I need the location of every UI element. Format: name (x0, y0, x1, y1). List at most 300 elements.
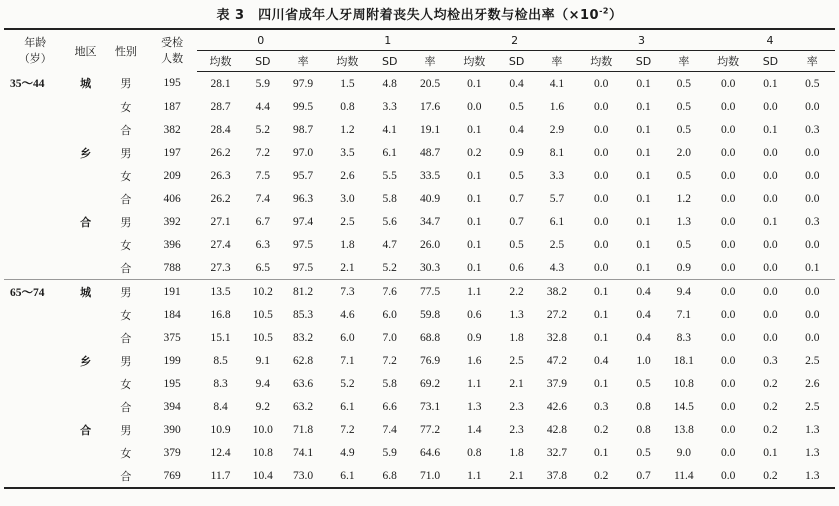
cell-value: 2.5 (509, 354, 524, 367)
cell-value: 11.4 (663, 464, 705, 488)
cell-value: 7.3 (324, 280, 370, 304)
cell-value: 97.4 (293, 215, 314, 228)
cell-value: 0.5 (676, 169, 691, 182)
cell-value: 0.3 (805, 215, 820, 228)
cell-value: 0.4 (636, 308, 651, 321)
cell-value: 0.0 (763, 169, 778, 182)
caption-exponent: -2 (599, 6, 609, 16)
cell-examined: 396 (163, 238, 181, 251)
cell-value: 0.1 (805, 261, 820, 274)
cell-value: 0.1 (467, 215, 482, 228)
header-age-line1: 年龄 (24, 35, 47, 49)
cell-value: 12.4 (210, 446, 231, 459)
cell-value: 0.9 (509, 146, 524, 159)
cell-value: 1.8 (340, 238, 355, 251)
cell-value: 0.8 (340, 100, 355, 113)
table-row (4, 441, 835, 464)
cell-value: 2.2 (497, 280, 535, 304)
cell-region (66, 256, 104, 280)
cell-value: 1.8 (509, 331, 524, 344)
cell-value: 0.0 (720, 308, 736, 321)
cell-value: 0.0 (594, 192, 609, 205)
header-examined-line1: 受检 (161, 35, 184, 49)
cell-value: 74.1 (293, 446, 314, 459)
cell-value: 8.1 (549, 146, 565, 159)
cell-value: 59.8 (419, 308, 441, 321)
cell-sex: 女 (120, 308, 132, 322)
cell-value: 0.2 (763, 377, 778, 390)
cell-value: 0.1 (467, 123, 482, 136)
cell-value: 2.1 (340, 261, 355, 274)
cell-value: 0.2 (578, 464, 624, 488)
cell-value: 69.2 (419, 377, 441, 390)
table-row (4, 418, 835, 441)
cell-value: 0.0 (763, 146, 778, 159)
cell-region (66, 233, 104, 256)
cell-value: 0.0 (720, 169, 736, 182)
cell-age (4, 395, 66, 418)
cell-value: 0.1 (594, 331, 609, 344)
cell-value: 0.7 (509, 192, 524, 205)
cell-value: 76.9 (419, 354, 441, 367)
header-rate-0: 率 (282, 51, 324, 72)
cell-value: 27.3 (210, 261, 231, 274)
header-rate-3: 率 (663, 51, 705, 72)
cell-sex: 女 (120, 446, 132, 460)
cell-value: 19.1 (419, 123, 441, 136)
cell-value: 0.0 (763, 192, 778, 205)
header-group-3: 3 (578, 29, 705, 51)
cell-value: 0.0 (805, 146, 820, 159)
cell-value: 0.0 (805, 100, 820, 113)
cell-value: 0.1 (594, 377, 609, 390)
cell-examined: 197 (163, 146, 181, 159)
cell-value: 0.8 (467, 446, 482, 459)
header-examined-line2: 人数 (161, 51, 184, 65)
header-mean-3: 均数 (578, 51, 624, 72)
caption-prefix: 表 3 四川省成年人牙周附着丧失人均检出牙数与检出率（×10 (216, 8, 600, 23)
cell-value: 0.6 (467, 308, 482, 321)
cell-value: 0.5 (636, 377, 651, 390)
cell-value: 26.3 (210, 169, 231, 182)
cell-region (66, 118, 104, 141)
cell-value: 32.7 (546, 446, 567, 459)
cell-value: 5.8 (382, 192, 397, 205)
cell-region: 乡 (80, 146, 92, 160)
cell-region (66, 326, 104, 349)
cell-value: 4.3 (549, 261, 565, 274)
cell-age (4, 464, 66, 488)
header-mean-4: 均数 (705, 51, 751, 72)
cell-value: 0.1 (763, 446, 778, 459)
cell-value: 0.1 (636, 169, 651, 182)
cell-value: 3.3 (382, 100, 397, 113)
cell-value: 0.1 (763, 215, 778, 228)
cell-value: 1.5 (340, 77, 355, 90)
cell-value: 0.6 (509, 261, 524, 274)
cell-value: 7.1 (676, 308, 691, 321)
cell-value: 1.6 (467, 354, 482, 367)
cell-age (4, 349, 66, 372)
cell-value: 0.0 (763, 331, 778, 344)
cell-value: 71.8 (293, 423, 314, 436)
cell-value: 8.3 (213, 377, 228, 390)
cell-value: 2.0 (676, 146, 691, 159)
table-row (4, 280, 835, 304)
cell-value: 0.1 (467, 261, 482, 274)
cell-value: 11.7 (197, 464, 243, 488)
cell-age: 35～44 (10, 78, 45, 91)
cell-value: 99.5 (293, 100, 314, 113)
cell-value: 9.0 (676, 446, 691, 459)
header-group-1: 1 (324, 29, 451, 51)
cell-examined: 199 (163, 354, 181, 367)
cell-value: 0.0 (805, 308, 820, 321)
cell-age (4, 326, 66, 349)
cell-value: 26.2 (210, 146, 231, 159)
cell-value: 81.2 (282, 280, 324, 304)
cell-value: 73.0 (282, 464, 324, 488)
cell-value: 0.0 (720, 238, 736, 251)
header-examined (147, 29, 197, 72)
cell-region (66, 441, 104, 464)
cell-value: 18.1 (673, 354, 694, 367)
cell-value: 0.8 (636, 400, 651, 413)
cell-value: 2.5 (805, 354, 820, 367)
cell-value: 27.2 (546, 308, 567, 321)
cell-age (4, 372, 66, 395)
cell-value: 26.2 (210, 192, 231, 205)
table-row (4, 95, 835, 118)
cell-value: 0.0 (805, 331, 820, 344)
cell-examined: 187 (163, 100, 181, 113)
cell-value: 96.3 (293, 192, 314, 205)
cell-value: 0.1 (636, 261, 651, 274)
cell-value: 28.4 (210, 123, 231, 136)
cell-examined: 392 (163, 215, 181, 228)
cell-sex: 女 (120, 100, 132, 114)
cell-sex: 男 (120, 146, 132, 160)
cell-value: 1.1 (451, 280, 497, 304)
cell-age (4, 118, 66, 141)
cell-value: 1.3 (805, 423, 820, 436)
cell-value: 2.1 (497, 464, 535, 488)
cell-value: 71.0 (409, 464, 451, 488)
cell-region (66, 95, 104, 118)
cell-value: 0.0 (720, 446, 736, 459)
cell-value: 4.8 (382, 77, 397, 90)
cell-region (66, 395, 104, 418)
cell-age (4, 441, 66, 464)
cell-examined: 209 (163, 169, 181, 182)
cell-examined: 375 (163, 331, 181, 344)
cell-value: 5.2 (255, 123, 270, 136)
cell-region: 乡 (80, 354, 92, 368)
cell-value: 2.6 (340, 169, 355, 182)
cell-value: 97.5 (293, 238, 314, 251)
cell-value: 8.5 (213, 354, 228, 367)
cell-value: 77.5 (409, 280, 451, 304)
cell-value: 85.3 (293, 308, 314, 321)
cell-value: 33.5 (419, 169, 441, 182)
cell-value: 8.3 (676, 331, 691, 344)
cell-sex: 女 (120, 238, 132, 252)
cell-value: 3.0 (340, 192, 355, 205)
cell-value: 6.1 (324, 464, 370, 488)
cell-value: 7.6 (371, 280, 409, 304)
cell-age (4, 303, 66, 326)
cell-value: 0.5 (676, 77, 691, 90)
cell-value: 0.0 (720, 377, 736, 390)
table-row (4, 210, 835, 233)
cell-examined: 394 (163, 400, 181, 413)
cell-sex: 女 (120, 169, 132, 183)
cell-value: 4.7 (382, 238, 397, 251)
cell-value: 7.4 (382, 423, 397, 436)
cell-value: 6.3 (255, 238, 270, 251)
cell-value: 0.1 (636, 192, 651, 205)
cell-value: 4.1 (382, 123, 397, 136)
cell-examined: 195 (163, 377, 181, 390)
cell-value: 2.5 (340, 215, 355, 228)
cell-value: 5.2 (340, 377, 355, 390)
table-caption (0, 4, 839, 23)
cell-value: 0.4 (509, 77, 524, 90)
cell-value: 0.1 (636, 238, 651, 251)
cell-value: 4.4 (255, 100, 270, 113)
header-group-0: 0 (197, 29, 324, 51)
cell-value: 0.0 (763, 308, 778, 321)
cell-value: 2.1 (509, 377, 524, 390)
cell-sex: 合 (120, 400, 132, 414)
cell-value: 0.5 (805, 77, 820, 90)
header-age-line2: （岁） (18, 51, 52, 65)
cell-value: 7.2 (340, 423, 355, 436)
cell-value: 5.2 (382, 261, 397, 274)
cell-value: 28.7 (210, 100, 231, 113)
cell-value: 98.7 (293, 123, 314, 136)
cell-value: 1.1 (467, 377, 482, 390)
cell-value: 0.0 (705, 464, 751, 488)
cell-value: 0.0 (594, 169, 609, 182)
cell-value: 42.8 (546, 423, 567, 436)
cell-region: 城 (66, 280, 104, 304)
cell-value: 0.1 (763, 123, 778, 136)
cell-age (4, 187, 66, 210)
cell-value: 0.0 (594, 123, 609, 136)
cell-value: 0.5 (676, 238, 691, 251)
cell-value: 0.4 (509, 123, 524, 136)
cell-value: 34.7 (419, 215, 441, 228)
cell-value: 9.2 (255, 400, 270, 413)
cell-value: 3.3 (549, 169, 565, 182)
cell-value: 77.2 (419, 423, 441, 436)
cell-value: 0.0 (720, 123, 736, 136)
cell-value: 0.0 (594, 215, 609, 228)
table-row (4, 164, 835, 187)
cell-value: 0.4 (636, 331, 651, 344)
cell-value: 1.3 (790, 464, 835, 488)
cell-value: 0.5 (676, 123, 691, 136)
cell-value: 1.8 (509, 446, 524, 459)
header-mean-2: 均数 (451, 51, 497, 72)
cell-sex: 男 (120, 354, 132, 368)
cell-value: 4.6 (340, 308, 355, 321)
cell-value: 7.5 (255, 169, 270, 182)
cell-region (66, 464, 104, 488)
cell-value: 0.7 (624, 464, 662, 488)
cell-value: 20.5 (419, 77, 441, 90)
cell-value: 0.0 (467, 100, 482, 113)
cell-value: 0.4 (594, 354, 609, 367)
cell-region: 合 (80, 215, 92, 229)
cell-value: 0.0 (805, 192, 820, 205)
cell-value: 26.0 (419, 238, 441, 251)
cell-value: 83.2 (293, 331, 314, 344)
cell-value: 7.1 (340, 354, 355, 367)
cell-age (4, 418, 66, 441)
header-sd-0: SD (244, 51, 282, 72)
cell-value: 10.5 (252, 331, 273, 344)
cell-value: 97.0 (293, 146, 314, 159)
cell-age (4, 95, 66, 118)
cell-age (4, 256, 66, 280)
cell-value: 10.0 (252, 423, 273, 436)
cell-value: 0.1 (636, 146, 651, 159)
cell-age (4, 233, 66, 256)
cell-value: 0.0 (720, 354, 736, 367)
table-row (4, 464, 835, 488)
cell-region (66, 303, 104, 326)
cell-value: 0.0 (720, 215, 736, 228)
cell-value: 6.0 (340, 331, 355, 344)
cell-value: 27.1 (210, 215, 231, 228)
cell-value: 0.0 (763, 238, 778, 251)
cell-value: 38.2 (536, 280, 578, 304)
cell-value: 0.0 (594, 146, 609, 159)
cell-examined: 184 (163, 308, 181, 321)
cell-value: 0.5 (676, 100, 691, 113)
cell-value: 2.3 (509, 400, 524, 413)
cell-value: 0.5 (509, 169, 524, 182)
cell-value: 63.6 (293, 377, 314, 390)
table-row (4, 303, 835, 326)
table-row (4, 256, 835, 280)
cell-value: 0.0 (720, 261, 736, 274)
cell-value: 2.6 (805, 377, 820, 390)
cell-value: 1.2 (340, 123, 355, 136)
cell-examined: 191 (147, 280, 197, 304)
cell-value: 0.3 (805, 123, 820, 136)
cell-value: 0.1 (594, 308, 609, 321)
header-sd-3: SD (624, 51, 662, 72)
cell-value: 13.5 (197, 280, 243, 304)
cell-value: 0.0 (594, 261, 609, 274)
cell-value: 15.1 (210, 331, 231, 344)
cell-value: 0.1 (636, 215, 651, 228)
cell-age: 65～74 (4, 280, 66, 304)
cell-value: 0.1 (636, 123, 651, 136)
cell-value: 3.5 (340, 146, 355, 159)
table-row (4, 187, 835, 210)
cell-value: 0.0 (805, 169, 820, 182)
cell-value: 97.9 (293, 77, 314, 90)
cell-value: 37.9 (546, 377, 567, 390)
cell-value: 6.1 (340, 400, 355, 413)
cell-value: 0.1 (467, 77, 482, 90)
cell-value: 0.0 (705, 280, 751, 304)
cell-value: 4.9 (340, 446, 355, 459)
cell-region: 合 (80, 423, 92, 437)
cell-value: 10.8 (252, 446, 273, 459)
cell-sex: 女 (120, 377, 132, 391)
cell-value: 10.5 (252, 308, 273, 321)
cell-value: 0.3 (594, 400, 609, 413)
header-mean-0: 均数 (197, 51, 243, 72)
header-group-2: 2 (451, 29, 578, 51)
cell-value: 0.0 (594, 100, 609, 113)
header-rate-1: 率 (409, 51, 451, 72)
cell-examined: 195 (163, 77, 181, 90)
table-row (4, 233, 835, 256)
cell-value: 0.1 (636, 100, 651, 113)
cell-sex: 合 (120, 261, 132, 275)
cell-region: 城 (80, 77, 92, 91)
cell-region (66, 187, 104, 210)
cell-value: 0.5 (509, 100, 524, 113)
header-rate-2: 率 (536, 51, 578, 72)
header-group-4: 4 (705, 29, 835, 51)
cell-value: 7.0 (382, 331, 397, 344)
table-row (4, 326, 835, 349)
cell-value: 0.1 (578, 280, 624, 304)
cell-value: 7.4 (255, 192, 270, 205)
cell-value: 0.1 (594, 446, 609, 459)
cell-value: 0.1 (467, 238, 482, 251)
cell-value: 0.0 (805, 238, 820, 251)
cell-value: 97.5 (293, 261, 314, 274)
cell-value: 6.1 (549, 215, 565, 228)
cell-value: 62.8 (293, 354, 314, 367)
cell-examined: 390 (163, 423, 181, 436)
cell-value: 37.8 (536, 464, 578, 488)
cell-age (4, 164, 66, 187)
header-mean-1: 均数 (324, 51, 370, 72)
cell-value: 0.2 (763, 400, 778, 413)
cell-value: 5.9 (255, 77, 270, 90)
data-table (4, 28, 835, 489)
cell-value: 13.8 (673, 423, 694, 436)
cell-value: 0.2 (763, 423, 778, 436)
cell-value: 0.1 (467, 169, 482, 182)
cell-sex: 合 (120, 331, 132, 345)
cell-value: 30.3 (419, 261, 441, 274)
cell-value: 0.0 (763, 261, 778, 274)
table-body (4, 72, 835, 489)
cell-value: 4.1 (549, 77, 565, 90)
cell-value: 0.2 (751, 464, 789, 488)
cell-value: 1.2 (676, 192, 691, 205)
cell-sex: 合 (105, 464, 147, 488)
cell-value: 10.2 (244, 280, 282, 304)
table-row (4, 372, 835, 395)
cell-sex: 男 (120, 77, 132, 91)
cell-value: 0.1 (467, 192, 482, 205)
cell-value: 1.3 (467, 400, 482, 413)
cell-value: 10.8 (673, 377, 694, 390)
cell-value: 68.8 (419, 331, 441, 344)
cell-value: 0.0 (594, 77, 609, 90)
